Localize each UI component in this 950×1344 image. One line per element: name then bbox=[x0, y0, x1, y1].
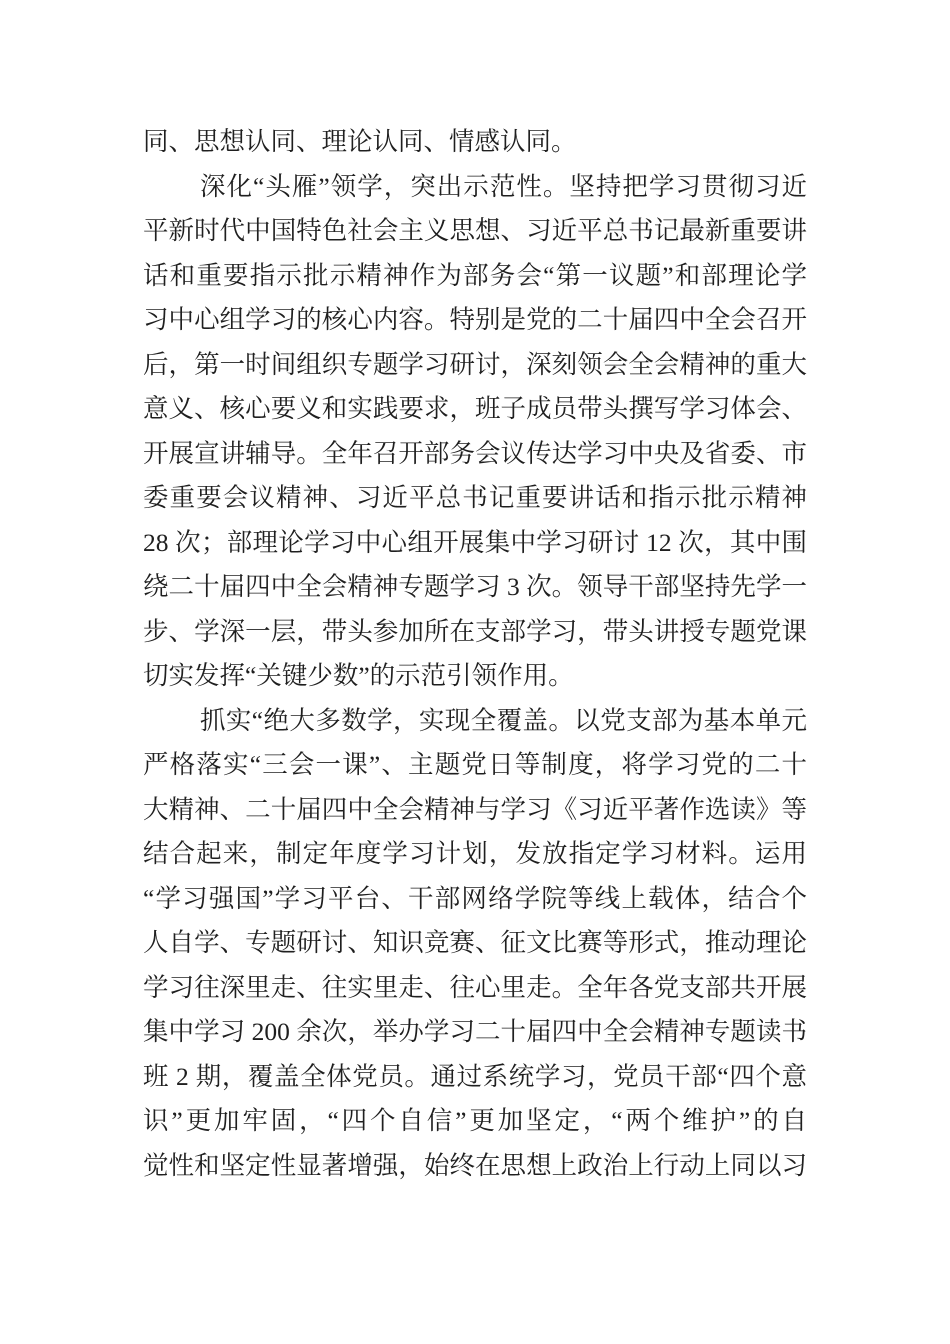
text-line: 抓实“绝大多数学，实现全覆盖。以党支部为基本单元 bbox=[200, 705, 807, 735]
text-line: 话和重要指示批示精神作为部务会“第一议题”和部理论学 bbox=[143, 260, 807, 290]
text-line: “学习强国”学习平台、干部网络学院等线上载体，结合个 bbox=[143, 883, 807, 913]
document-text-block bbox=[143, 120, 807, 1188]
text-line: 平新时代中国特色社会主义思想、习近平总书记最新重要讲 bbox=[143, 216, 807, 245]
text-line: 意义、核心要义和实践要求，班子成员带头撰写学习体会、 bbox=[143, 394, 807, 423]
text-line: 集中学习 200 余次，举办学习二十届四中全会精神专题读书 bbox=[143, 1017, 807, 1046]
text-line: 同、思想认同、理论认同、情感认同。 bbox=[143, 127, 577, 156]
text-line: 学习往深里走、往实里走、往心里走。全年各党支部共开展 bbox=[143, 972, 807, 1002]
text-line: 习中心组学习的核心内容。特别是党的二十届四中全会召开 bbox=[143, 305, 807, 334]
text-line: 识”更加牢固，“四个自信”更加坚定，“两个维护”的自 bbox=[143, 1106, 807, 1135]
text-line: 28 次；部理论学习中心组开展集中学习研讨 12 次，其中围 bbox=[143, 527, 807, 557]
text-line: 步、学深一层，带头参加所在支部学习，带头讲授专题党课 bbox=[143, 616, 807, 646]
text-line: 深化“头雁”领学，突出示范性。坚持把学习贯彻习近 bbox=[200, 171, 807, 201]
text-line: 人自学、专题研讨、知识竞赛、征文比赛等形式，推动理论 bbox=[143, 928, 807, 957]
text-line: 大精神、二十届四中全会精神与学习《习近平著作选读》等 bbox=[143, 794, 807, 824]
text-line: 班 2 期，覆盖全体党员。通过系统学习，党员干部“四个意 bbox=[143, 1061, 807, 1091]
text-line: 绕二十届四中全会精神专题学习 3 次。领导干部坚持先学一 bbox=[143, 572, 807, 601]
text-line: 开展宣讲辅导。全年召开部务会议传达学习中央及省委、市 bbox=[143, 438, 807, 468]
text-line: 切实发挥“关键少数”的示范引领作用。 bbox=[143, 661, 574, 690]
text-line: 严格落实“三会一课”、主题党日等制度，将学习党的二十 bbox=[143, 750, 807, 779]
text-line: 觉性和坚定性显著增强，始终在思想上政治上行动上同以习 bbox=[143, 1150, 807, 1180]
text-line: 结合起来，制定年度学习计划，发放指定学习材料。运用 bbox=[143, 839, 807, 868]
text-line: 委重要会议精神、习近平总书记重要讲话和指示批示精神 bbox=[143, 483, 807, 512]
text-line: 后，第一时间组织专题学习研讨，深刻领会全会精神的重大 bbox=[143, 349, 807, 379]
